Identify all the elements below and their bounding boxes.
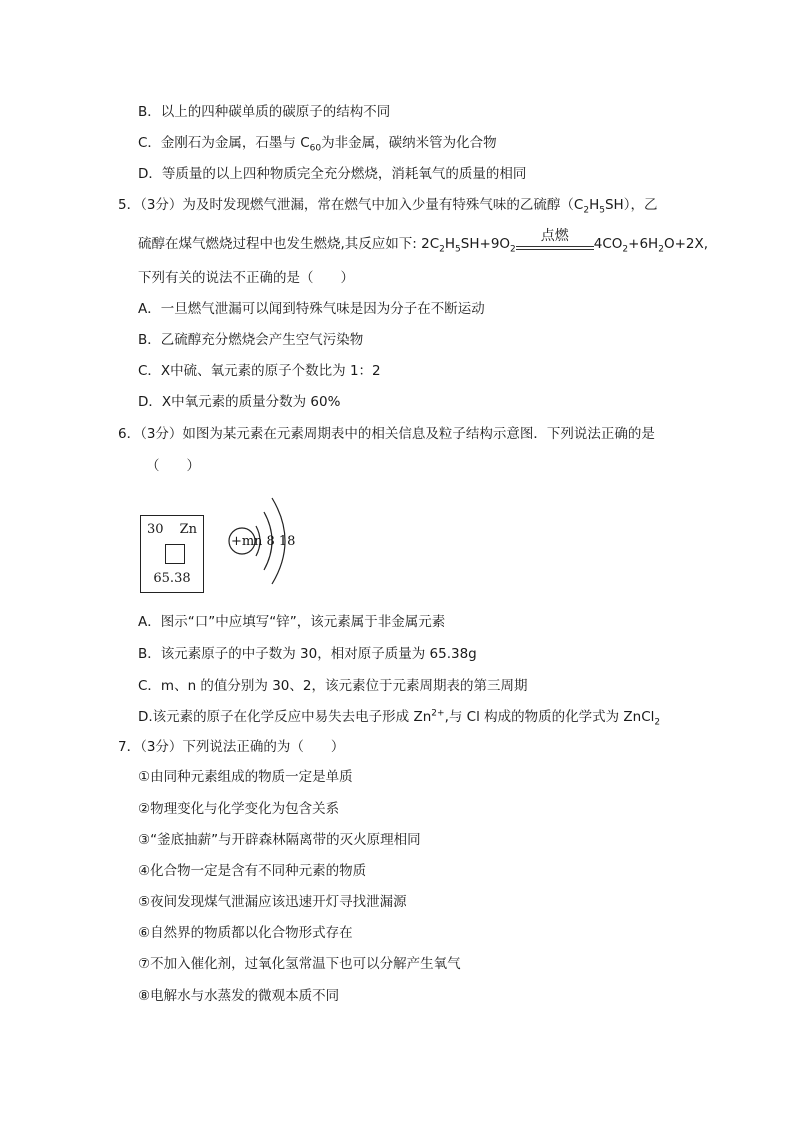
q6-option-d: D.该元素的原子在化学反应中易失去电子形成 $Zn^{2+}$,与 Cl 构成的物质的化学式为 ZnCl$_2$ bbox=[138, 708, 661, 728]
atomic-structure-diagram bbox=[220, 488, 310, 598]
q7-item-8: ⑧电解水与水蒸发的微观本质不同 bbox=[138, 988, 340, 1004]
electron-shell-counts: n 8 18 bbox=[254, 534, 296, 549]
q6-option-a: A．图示“口”中应填写“锌”，该元素属于非金属元素 bbox=[138, 614, 446, 630]
atomic-mass: 65.38 bbox=[153, 571, 191, 586]
q5-stem-line3: 下列有关的说法不正确的是（ ） bbox=[138, 270, 354, 286]
q4-option-d: D．等质量的以上四种物质完全充分燃烧，消耗氧气的质量的相同 bbox=[138, 166, 527, 182]
q4-option-c: C．金刚石为金属，石墨与 $C_{60}$为非金属，碳纳米管为化合物 bbox=[138, 135, 497, 154]
q5-option-c: C．X中硫、氧元素的原子个数比为 1：2 bbox=[138, 363, 381, 379]
q5-option-d: D．X中氧元素的质量分数为 60% bbox=[138, 394, 341, 410]
q5-stem-line1: 5．（3分）为及时发现燃气泄漏，常在燃气中加入少量有特殊气味的乙硫醇$(C_2H_5SH)$，乙 bbox=[118, 197, 658, 216]
q6-option-c: C．m、n 的值分别为 30、2，该元素位于元素周期表的第三周期 bbox=[138, 678, 528, 694]
q7-stem: 7．（3分）下列说法正确的为（ ） bbox=[118, 739, 345, 755]
q6-option-b: B．该元素原子的中子数为 30，相对原子质量为 65.38g bbox=[138, 646, 477, 662]
atomic-number: 30 bbox=[147, 522, 164, 537]
q4-option-b: B．以上的四种碳单质的碳原子的结构不同 bbox=[138, 104, 391, 120]
q7-item-5: ⑤夜间发现煤气泄漏应该迅速开灯寻找泄漏源 bbox=[138, 894, 407, 910]
q5-option-a: A．一旦燃气泄漏可以闻到特殊气味是因为分子在不断运动 bbox=[138, 301, 485, 317]
q7-item-7: ⑦不加入催化剂，过氧化氢常温下也可以分解产生氧气 bbox=[138, 956, 461, 972]
element-name-blank-box bbox=[165, 544, 185, 564]
q6-stem-line2: （ ） bbox=[146, 458, 200, 474]
q5-option-b: B．乙硫醇充分燃烧会产生空气污染物 bbox=[138, 332, 364, 348]
periodic-element-card bbox=[140, 515, 204, 593]
element-symbol: Zn bbox=[179, 522, 197, 537]
q7-item-6: ⑥自然界的物质都以化合物形式存在 bbox=[138, 925, 353, 941]
q7-item-1: ①由同种元素组成的物质一定是单质 bbox=[138, 769, 353, 785]
q7-item-3: ③“釜底抽薪”与开辟森林隔离带的灭火原理相同 bbox=[138, 832, 421, 848]
reaction-condition: 点燃 bbox=[540, 228, 569, 244]
q7-item-4: ④化合物一定是含有不同种元素的物质 bbox=[138, 863, 367, 879]
q5-stem-line2-equation: 硫醇在煤气燃烧过程中也发生燃烧,其反应如下: $2C_2H_5SH+9O_2$ 点燃 $4CO_2+6H_2O+2X$, bbox=[138, 228, 709, 255]
q6-stem-line1: 6．（3分）如图为某元素在元素周期表中的相关信息及粒子结构示意图．下列说法正确的是 bbox=[118, 426, 655, 442]
q7-item-2: ②物理变化与化学变化为包含关系 bbox=[138, 801, 340, 817]
reaction-arrow bbox=[516, 228, 594, 254]
nucleus-charge-label: +m bbox=[231, 534, 255, 549]
